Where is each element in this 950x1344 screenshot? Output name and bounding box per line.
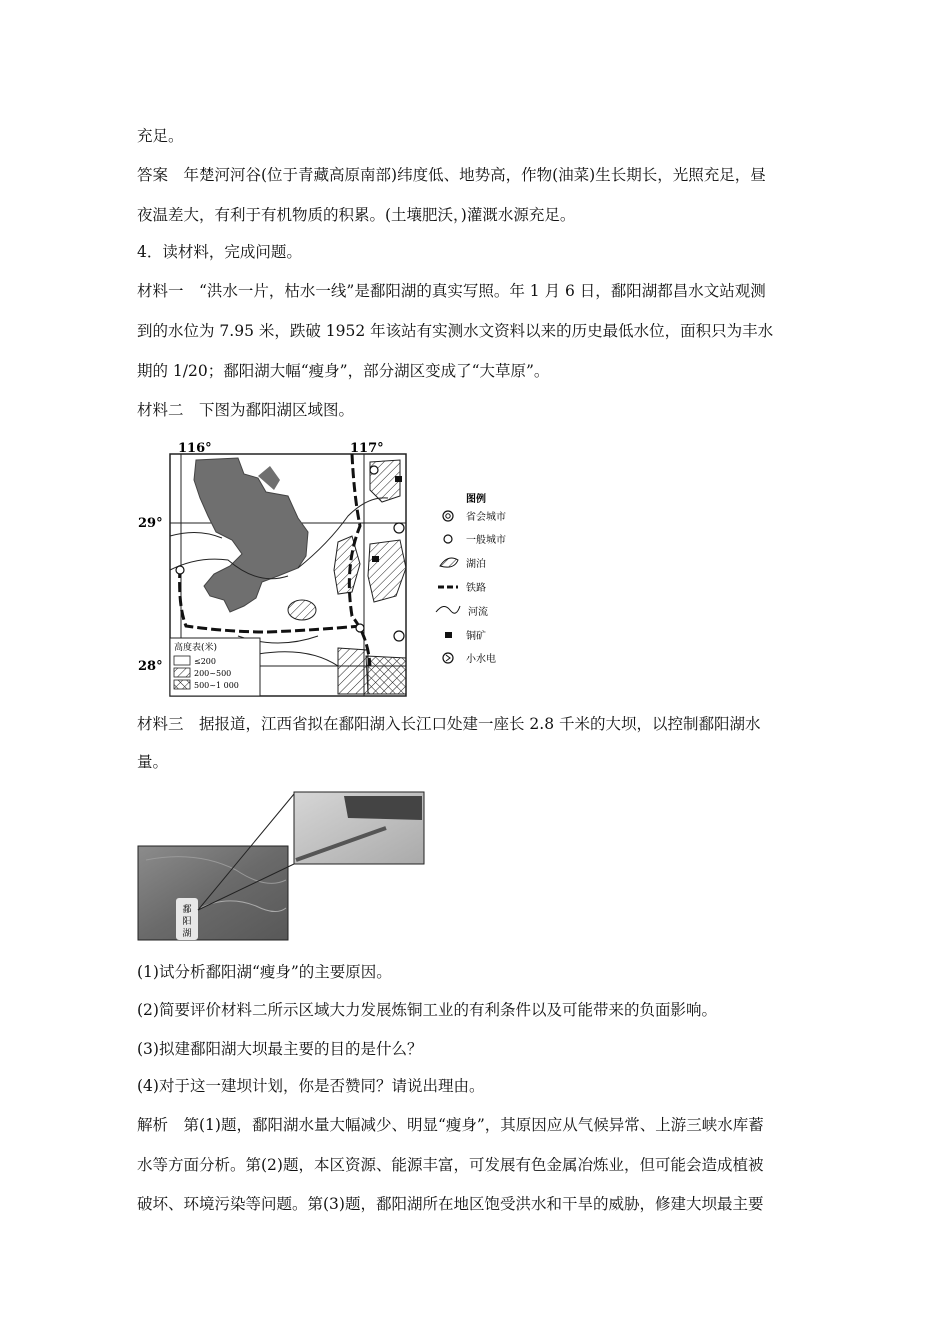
question-line: (4)对于这一建坝计划，你是否赞同？请说出理由。 xyxy=(137,1077,485,1095)
dam-photo-figure xyxy=(136,790,428,946)
answer-line: 夜温差大，有利于有机物质的积累。(土壤肥沃，)灌溉水源充足。 xyxy=(137,206,576,224)
elevation-title: 高度表(米) xyxy=(174,643,218,653)
poyang-lake-map xyxy=(138,436,508,705)
answer-line: 答案 年楚河河谷(位于青藏高原南部)纬度低、地势高，作物(油菜)生长期长，光照充足，昼 xyxy=(137,166,766,184)
material-line: 到的水位为 7.95 米，跌破 1952 年该站有实测水文资料以来的历史最低水位，面积只为丰水 xyxy=(137,322,774,340)
lat-29-label: 29° xyxy=(138,516,163,531)
legend-item: 河流 xyxy=(468,607,488,618)
photo-label-char: 鄱 xyxy=(182,905,192,915)
question-line: (1)试分析鄱阳湖“瘦身”的主要原因。 xyxy=(137,963,392,981)
question-line: (2)简要评价材料二所示区域大力发展炼铜工业的有利条件以及可能带来的负面影响。 xyxy=(137,1001,717,1019)
material-line: 量。 xyxy=(137,753,169,771)
material-line: 材料二 下图为鄱阳湖区域图。 xyxy=(137,401,355,419)
legend-item: 小水电 xyxy=(466,654,496,665)
question-heading: 4．读材料，完成问题。 xyxy=(137,243,302,261)
analysis-line: 解析 第(1)题，鄱阳湖水量大幅减少、明显“瘦身”，其原因应从气候异常、上游三峡水库蓄 xyxy=(137,1116,764,1134)
material-line: 材料一 “洪水一片，枯水一线”是鄱阳湖的真实写照。年 1 月 6 日，鄱阳湖都昌水文站观测 xyxy=(137,282,766,300)
material-line: 期的 1/20；鄱阳湖大幅“瘦身”，部分湖区变成了“大草原”。 xyxy=(137,362,550,380)
lon-116-label: 116° xyxy=(178,441,212,456)
photo-label-char: 阳 xyxy=(182,917,192,927)
legend-title: 图例 xyxy=(466,494,486,505)
lat-28-label: 28° xyxy=(138,659,163,674)
analysis-line: 破坏、环境污染等问题。第(3)题，鄱阳湖所在地区饱受洪水和干旱的威胁，修建大坝最主要 xyxy=(137,1195,764,1213)
analysis-line: 水等方面分析。第(2)题，本区资源、能源丰富，可发展有色金属冶炼业，但可能会造成植被 xyxy=(137,1156,764,1174)
text-line: 充足。 xyxy=(137,127,184,145)
elevation-level: ≤200 xyxy=(194,657,216,666)
legend-item: 湖泊 xyxy=(466,559,486,570)
legend-item: 一般城市 xyxy=(466,535,506,546)
legend-item: 省会城市 xyxy=(466,512,506,523)
elevation-level: 500~1 000 xyxy=(194,681,239,690)
lon-117-label: 117° xyxy=(350,441,384,456)
legend-item: 铁路 xyxy=(466,583,486,594)
question-line: (3)拟建鄱阳湖大坝最主要的目的是什么？ xyxy=(137,1040,423,1058)
photo-label-char: 湖 xyxy=(182,929,192,939)
elevation-level: 200~500 xyxy=(194,669,232,678)
material-line: 材料三 据报道，江西省拟在鄱阳湖入长江口处建一座长 2.8 千米的大坝，以控制鄱阳湖水 xyxy=(137,715,761,733)
legend-item: 铜矿 xyxy=(466,631,486,642)
